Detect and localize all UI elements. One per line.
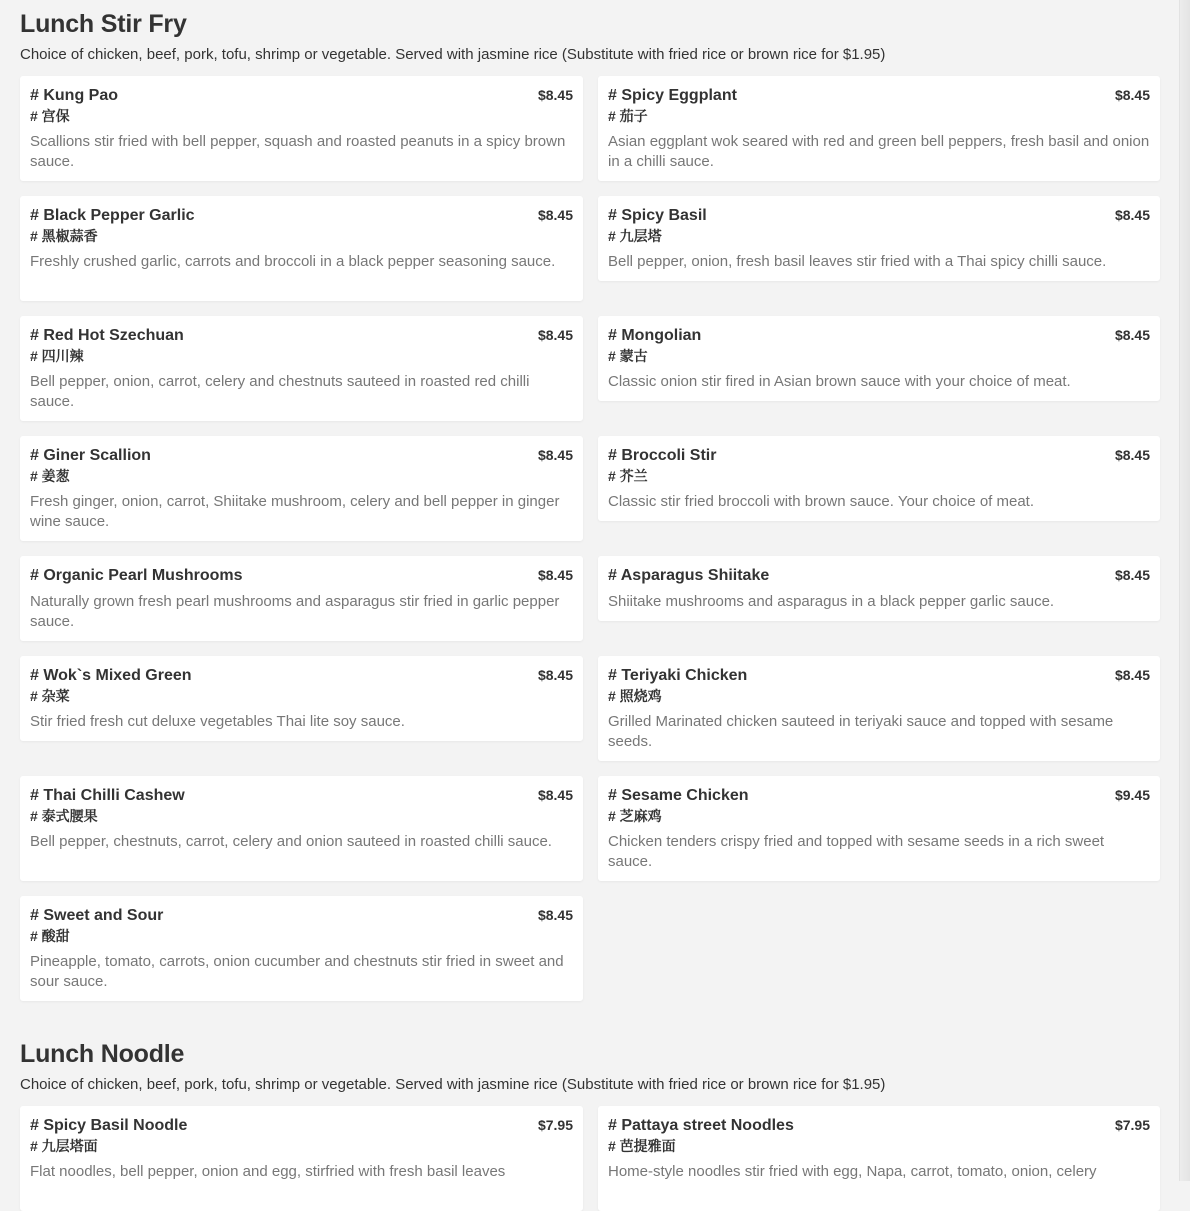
item-price: $8.45 — [537, 87, 573, 103]
item-description: Chicken tenders crispy fried and topped with sesame seeds in a rich sweet sauce. — [608, 833, 1105, 870]
menu-item-card[interactable] — [20, 656, 583, 741]
menu-item-card[interactable] — [20, 1106, 583, 1211]
item-description: Classic onion stir fired in Asian brown sauce with your choice of meat. — [608, 373, 1071, 390]
item-name: # Organic Pearl Mushrooms — [30, 567, 243, 584]
item-chinese-name: # 茄子 — [608, 108, 648, 124]
menu-item-card[interactable] — [598, 556, 1160, 621]
item-description: Flat noodles, bell pepper, onion and egg, stirfried with fresh basil leaves — [30, 1163, 506, 1180]
item-price: $8.45 — [1114, 327, 1150, 343]
menu-item-card[interactable] — [598, 196, 1160, 281]
item-price: $8.45 — [537, 907, 573, 923]
item-price: $7.95 — [1114, 1117, 1150, 1133]
section-lunch-noodle — [20, 1039, 1160, 1211]
menu-item-card[interactable] — [20, 776, 583, 881]
menu-item-card[interactable] — [598, 776, 1160, 881]
item-price: $8.45 — [1114, 87, 1150, 103]
item-name: # Broccoli Stir — [608, 447, 717, 464]
scrollbar-track[interactable] — [1179, 0, 1190, 1181]
item-name: # Giner Scallion — [30, 447, 151, 464]
item-chinese-name: # 芝麻鸡 — [608, 808, 662, 824]
item-price: $8.45 — [537, 447, 573, 463]
item-description: Bell pepper, onion, fresh basil leaves stir fried with a Thai spicy chilli sauce. — [608, 253, 1107, 270]
item-description: Pineapple, tomato, carrots, onion cucumber and chestnuts stir fried in sweet and sour sauce. — [30, 953, 564, 990]
item-price: $8.45 — [537, 207, 573, 223]
menu-item-card[interactable] — [20, 196, 583, 301]
menu-item-card[interactable] — [598, 76, 1160, 181]
item-name: # Sesame Chicken — [608, 787, 749, 804]
menu-item-card[interactable] — [598, 316, 1160, 401]
menu-item-card[interactable] — [20, 556, 583, 641]
item-description: Fresh ginger, onion, carrot, Shiitake mushroom, celery and bell pepper in ginger wine sauce. — [30, 493, 560, 530]
item-description: Freshly crushed garlic, carrots and broccoli in a black pepper seasoning sauce. — [30, 253, 556, 270]
item-price: $7.95 — [537, 1117, 573, 1133]
item-chinese-name: # 姜葱 — [30, 468, 70, 484]
item-name: # Asparagus Shiitake — [608, 567, 770, 584]
item-description: Shiitake mushrooms and asparagus in a black pepper garlic sauce. — [608, 593, 1055, 610]
item-price: $8.45 — [537, 327, 573, 343]
item-description: Scallions stir fried with bell pepper, squash and roasted peanuts in a spicy brown sauce. — [30, 133, 566, 170]
item-name: # Thai Chilli Cashew — [30, 787, 185, 804]
item-name: # Pattaya street Noodles — [608, 1117, 794, 1134]
item-name: # Spicy Basil — [608, 207, 707, 224]
item-name: # Mongolian — [608, 327, 702, 344]
menu-item-card[interactable] — [20, 316, 583, 421]
item-name: # Sweet and Sour — [30, 907, 164, 924]
section-title: Lunch Stir Fry — [20, 10, 187, 38]
section-lunch-stir-fry — [20, 9, 1160, 1001]
item-description: Bell pepper, chestnuts, carrot, celery and onion sauteed in roasted chilli sauce. — [30, 833, 552, 850]
item-name: # Spicy Basil Noodle — [30, 1117, 188, 1134]
item-name: # Kung Pao — [30, 87, 119, 104]
item-price: $8.45 — [1114, 447, 1150, 463]
item-name: # Spicy Eggplant — [608, 87, 737, 104]
menu-item-card[interactable] — [598, 1106, 1160, 1211]
menu-item-card[interactable] — [598, 436, 1160, 521]
item-chinese-name: # 泰式腰果 — [30, 808, 98, 824]
menu-item-card[interactable] — [20, 76, 583, 181]
menu-item-card[interactable] — [20, 436, 583, 541]
item-chinese-name: # 照烧鸡 — [608, 688, 662, 704]
item-chinese-name: # 九层塔 — [608, 228, 662, 244]
item-price: $8.45 — [537, 667, 573, 683]
item-chinese-name: # 芥兰 — [608, 468, 648, 484]
item-description: Home-style noodles stir fried with egg, Napa, carrot, tomato, onion, celery — [608, 1163, 1097, 1180]
menu-item-card[interactable] — [598, 656, 1160, 761]
item-description: Naturally grown fresh pearl mushrooms and asparagus stir fried in garlic pepper sauce. — [30, 593, 560, 630]
item-price: $8.45 — [1114, 567, 1150, 583]
menu-grid — [20, 76, 1160, 1001]
item-chinese-name: # 芭提雅面 — [608, 1138, 676, 1154]
menu-grid — [20, 1106, 1160, 1211]
menu-item-card[interactable] — [20, 896, 583, 1001]
section-description: Choice of chicken, beef, pork, tofu, shrimp or vegetable. Served with jasmine rice (Substitute with fried rice or brown rice for $1.95) — [20, 46, 886, 63]
menu-content — [20, 0, 1160, 1211]
item-price: $8.45 — [1114, 207, 1150, 223]
item-name: # Teriyaki Chicken — [608, 667, 748, 684]
item-name: # Red Hot Szechuan — [30, 327, 184, 344]
item-chinese-name: # 九层塔面 — [30, 1138, 98, 1154]
item-name: # Black Pepper Garlic — [30, 207, 195, 224]
item-description: Asian eggplant wok seared with red and green bell peppers, fresh basil and onion in a chilli sauce. — [608, 133, 1150, 170]
item-description: Bell pepper, onion, carrot, celery and chestnuts sauteed in roasted red chilli sauce. — [30, 373, 530, 410]
item-price: $8.45 — [1114, 667, 1150, 683]
section-title: Lunch Noodle — [20, 1040, 185, 1068]
item-price: $8.45 — [537, 787, 573, 803]
item-chinese-name: # 四川辣 — [30, 348, 84, 364]
item-chinese-name: # 酸甜 — [30, 928, 70, 944]
item-price: $9.45 — [1114, 787, 1150, 803]
item-chinese-name: # 杂菜 — [30, 688, 70, 704]
item-chinese-name: # 宫保 — [30, 108, 70, 124]
section-description: Choice of chicken, beef, pork, tofu, shrimp or vegetable. Served with jasmine rice (Substitute with fried rice or brown rice for $1.95) — [20, 1076, 886, 1093]
item-description: Grilled Marinated chicken sauteed in teriyaki sauce and topped with sesame seeds. — [608, 713, 1114, 750]
item-chinese-name: # 蒙古 — [608, 348, 648, 364]
item-description: Stir fried fresh cut deluxe vegetables Thai lite soy sauce. — [30, 713, 405, 730]
item-chinese-name: # 黑椒蒜香 — [30, 228, 98, 244]
item-name: # Wok`s Mixed Green — [30, 667, 192, 684]
item-price: $8.45 — [537, 567, 573, 583]
item-description: Classic stir fried broccoli with brown sauce. Your choice of meat. — [608, 493, 1035, 510]
